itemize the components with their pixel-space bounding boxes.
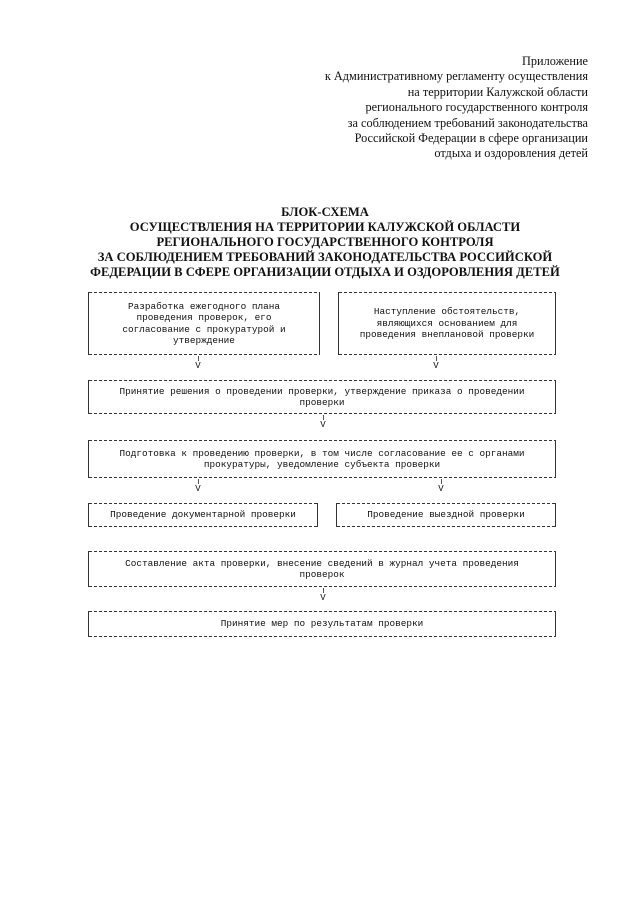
box-line: Принятие решения о проведении проверки, утверждение приказа о проведении: [119, 385, 525, 397]
annex-line: на территории Калужской области: [407, 84, 588, 99]
title-line: ФЕДЕРАЦИИ В СФЕРЕ ОРГАНИЗАЦИИ ОТДЫХА И ОЗДОРОВЛЕНИЯ ДЕТЕЙ: [90, 265, 560, 279]
box-line: согласование с прокуратурой и: [122, 323, 286, 335]
inspection-decision-box: [88, 380, 556, 414]
title-line: РЕГИОНАЛЬНОГО ГОСУДАРСТВЕННОГО КОНТРОЛЯ: [156, 235, 494, 249]
box-line: Наступление обстоятельств,: [373, 306, 521, 318]
box-line: Проведение выездной проверки: [367, 509, 525, 521]
box-line: проведения проверок, его: [136, 312, 272, 324]
title-line: ОСУЩЕСТВЛЕНИЯ НА ТЕРРИТОРИИ КАЛУЖСКОЙ ОБЛАСТИ: [129, 220, 521, 234]
annex-line: регионального государственного контроля: [365, 100, 588, 115]
box-line: являющихся основанием для: [376, 317, 518, 329]
inspection-preparation-box: [88, 440, 556, 478]
annex-line: Российской Федерации в сфере организации: [354, 131, 588, 146]
annex-line: за соблюдением требований законодательства: [347, 115, 588, 130]
box-line: проверок: [299, 569, 345, 580]
annual-plan-box: [88, 292, 320, 355]
box-line: проведения внеплановой проверки: [359, 329, 535, 341]
flow-arrow-down: V: [188, 479, 208, 494]
inspection-act-box: [88, 551, 556, 587]
flow-arrow-down: V: [426, 356, 446, 371]
annex-line: Приложение: [522, 54, 588, 68]
box-line: Проведение документарной проверки: [110, 509, 296, 521]
onsite-inspection-box: [336, 503, 556, 527]
annex-line: отдыха и оздоровления детей: [434, 146, 588, 161]
flow-arrow-down: V: [431, 479, 451, 494]
unscheduled-grounds-box: [338, 292, 556, 355]
annex-header: [258, 54, 588, 162]
flow-arrow-down: V: [313, 588, 333, 603]
box-line: Составление акта проверки, внесение сведений в журнал учета проведения: [125, 557, 519, 569]
follow-up-measures-box: [88, 611, 556, 637]
annex-line: к Административному регламенту осуществления: [324, 69, 588, 84]
box-line: утверждение: [173, 334, 235, 346]
box-line: Принятие мер по результатам проверки: [220, 618, 424, 630]
document-title: [60, 205, 590, 280]
flow-arrow-down: V: [313, 415, 333, 430]
flow-arrow-down: V: [188, 356, 208, 371]
title-line: БЛОК-СХЕМА: [281, 205, 369, 219]
box-line: проверки: [299, 397, 345, 408]
documentary-inspection-box: [88, 503, 318, 527]
box-line: Разработка ежегодного плана: [128, 300, 280, 312]
title-line: ЗА СОБЛЮДЕНИЕМ ТРЕБОВАНИЙ ЗАКОНОДАТЕЛЬСТВА РОССИЙСКОЙ: [97, 250, 553, 264]
box-line: прокуратуры, уведомление субъекта проверки: [203, 459, 441, 470]
box-line: Подготовка к проведению проверки, в том числе согласование ее с органами: [119, 447, 525, 459]
